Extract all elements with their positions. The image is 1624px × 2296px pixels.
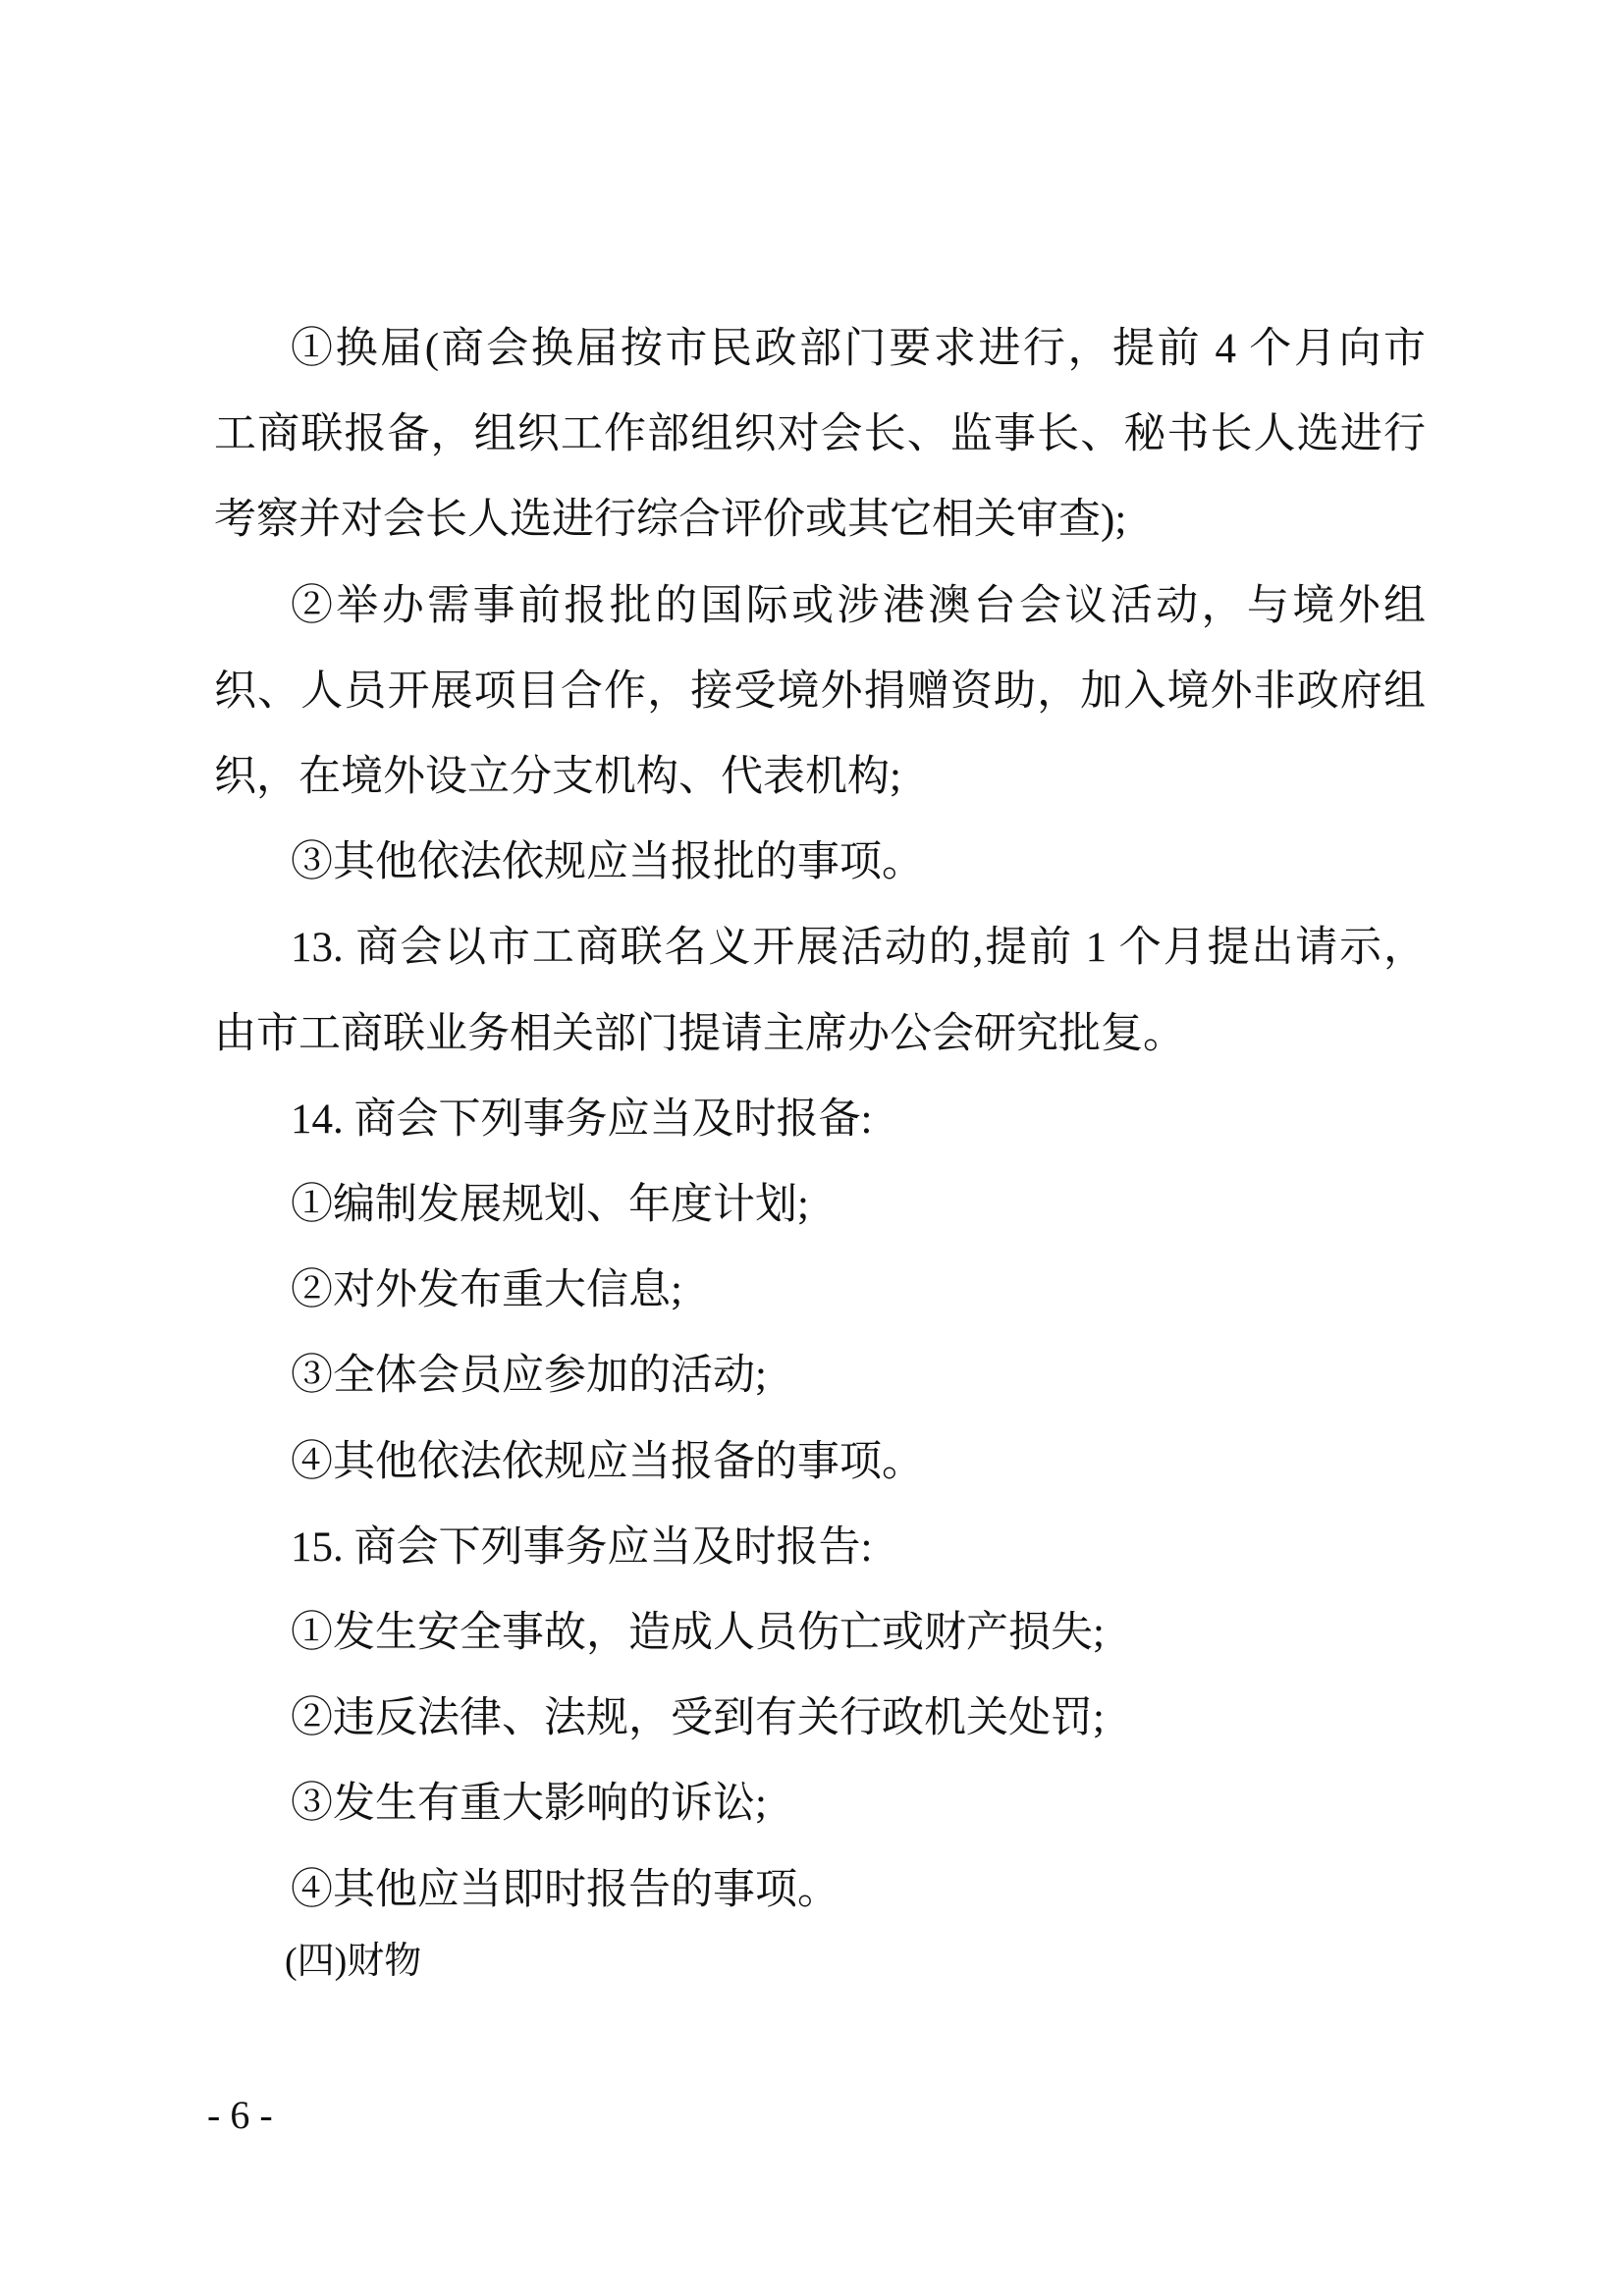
text-line: 织，在境外设立分支机构、代表机构; (214, 754, 901, 800)
text-line: ①换届(商会换届按市民政部门要求进行，提前 4 个月向市 (291, 326, 1426, 372)
text-line: ①编制发展规划、年度计划; (291, 1182, 809, 1228)
text-line: 考察并对会长人选进行综合评价或其它相关审查); (214, 497, 1127, 544)
text-line: ④其他依法依规应当报备的事项。 (291, 1438, 924, 1485)
text-line: 14. 商会下列事务应当及时报备: (291, 1095, 873, 1143)
text-line: 由市工商联业务相关部门提请主席办公会研究批复。 (214, 1010, 1185, 1057)
text-line: 工商联报备，组织工作部组织对会长、监事长、秘书长人选进行 (214, 411, 1426, 458)
text-line: ④其他应当即时报告的事项。 (291, 1866, 839, 1913)
page-number: - 6 - (207, 2093, 273, 2137)
text-line: ③发生有重大影响的诉讼; (291, 1781, 767, 1828)
text-line: ①发生安全事故，造成人员伤亡或财产损失; (291, 1610, 1105, 1656)
text-line: 13. 商会以市工商联名义开展活动的,提前 1 个月提出请示， (291, 925, 1426, 972)
text-line: ②对外发布重大信息; (291, 1267, 682, 1314)
text-line: ③全体会员应参加的活动; (291, 1353, 767, 1400)
text-line: ②举办需事前报批的国际或涉港澳台会议活动，与境外组 (291, 582, 1426, 629)
text-line: (四)财物 (285, 1940, 422, 1982)
text-line: 织、人员开展项目合作，接受境外捐赠资助，加入境外非政府组 (214, 667, 1426, 715)
text-line: 15. 商会下列事务应当及时报告: (291, 1523, 873, 1571)
text-line: ②违反法律、法规，受到有关行政机关处罚; (291, 1695, 1105, 1742)
text-line: ③其他依法依规应当报批的事项。 (291, 839, 924, 886)
